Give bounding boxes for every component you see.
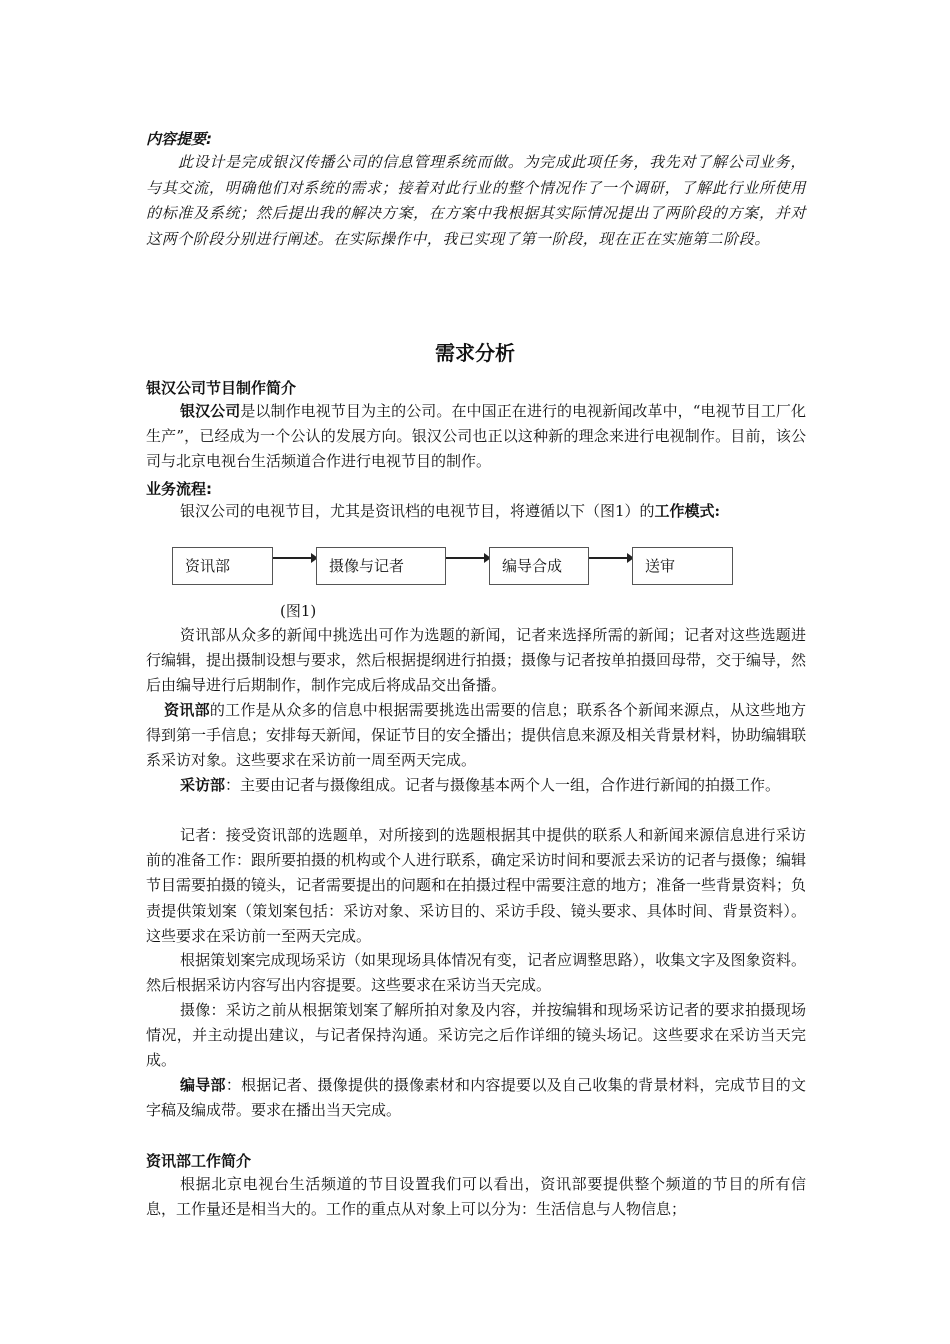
flow-step-info-dept: 资讯部 [172, 547, 273, 585]
info-dept-intro-paragraph: 根据北京电视台生活频道的节目设置我们可以看出，资讯部要提供整个频道的节目的所有信息，工作量还是相当大的。工作的重点从对象上可以分为：生活信息与人物信息； [146, 1175, 806, 1219]
intro-heading: 银汉公司节目制作简介 [146, 379, 297, 397]
interview-dept-text: ：主要由记者与摄像组成。记者与摄像基本两个人一组，合作进行新闻的拍摄工作。 [225, 776, 781, 794]
interview-dept-label: 采访部 [180, 776, 226, 794]
reporter-paragraph: 记者：接受资讯部的选题单，对所接到的选题根据其中提供的联系人和新闻来源信息进行采访前的准备工作：跟所要拍摄的机构或个人进行联系，确定采访时间和要派去采访的记者与摄像；编辑节目需要拍摄的镜头，记者需要提出的问题和在拍摄过程中需要注意的地方；准备一些背景资料；负责提供策划案（策划案包括：采访对象、采访目的、采访手段、镜头要求、具体时间、背景资料）。这些要求在采访前一至两天完成。 [146, 826, 807, 945]
flow-step-review: 送审 [632, 547, 733, 585]
intro-paragraph [146, 399, 806, 475]
info-dept-text: 的工作是从众多的信息中根据需要挑选出需要的信息；联系各个新闻来源点，从这些地方得到第一手信息；安排每天新闻，保证节目的安全播出；提供信息来源及相关背景材料，协助编辑联系采访对象。这些要求在采访前一周至两天完成。 [146, 701, 807, 770]
info-dept-paragraph [146, 698, 806, 774]
editor-dept-paragraph [146, 1073, 806, 1123]
info-dept-heading: 资讯部工作简介 [146, 1152, 252, 1170]
workflow-lead-text: 银汉公司的电视节目，尤其是资讯档的电视节目，将遵循以下（图1）的 [180, 502, 655, 520]
intro-text: 是以制作电视节目为主的公司。在中国正在进行的电视新闻改革中，“电视节目工厂化生产”，已经成为一个公认的发展方向。银汉公司也正以这种新的理念来进行电视制作。目前，该公司与北京电视台生活频道合作进行电视节目的制作。 [146, 402, 806, 471]
section-title: 需求分析 [435, 341, 515, 365]
plan-paragraph: 根据策划案完成现场采访（如果现场具体情况有变，记者应调整思路），收集文字及图象资料。然后根据采访内容写出内容提要。这些要求在采访当天完成。 [146, 951, 806, 995]
info-dept-label: 资讯部 [164, 701, 210, 719]
editor-dept-text: ：根据记者、摄像提供的摄像素材和内容提要以及自己收集的背景材料，完成节目的文字稿及编成带。要求在播出当天完成。 [146, 1076, 806, 1120]
camera-paragraph: 摄像：采访之前从根据策划案了解所拍对象及内容，并按编辑和现场采访记者的要求拍摄现场情况，并主动提出建议，与记者保持沟通。采访完之后作详细的镜头场记。这些要求在采访当天完成。 [146, 1001, 806, 1070]
flow-arrow-icon [446, 557, 489, 559]
workflow-lead [146, 499, 806, 524]
abstract-body: 此设计是完成银汉传播公司的信息管理系统而做。为完成此项任务，我先对了解公司业务，与其交流，明确他们对系统的需求；接着对此行业的整个情况作了一个调研，了解此行业所使用的标准及系统；然后提出我的解决方案，在方案中我根据其实际情况提出了两阶段的方案，并对这两个阶段分别进行阐述。在实际操作中，我已实现了第一阶段，现在正在实施第二阶段。 [146, 153, 806, 248]
overview-paragraph: 资讯部从众多的新闻中挑选出可作为选题的新闻，记者来选择所需的新闻；记者对这些选题进行编辑，提出摄制设想与要求，然后根据提纲进行拍摄；摄像与记者按单拍摄回母带，交于编导，然后由编导进行后期制作，制作完成后将成品交出备播。 [146, 626, 807, 695]
flow-step-editing: 编导合成 [489, 547, 589, 585]
interview-dept-paragraph [146, 773, 806, 798]
workflow-lead-bold: 工作模式: [654, 502, 721, 520]
editor-dept-label: 编导部 [180, 1076, 226, 1094]
company-name: 银汉公司 [180, 402, 241, 420]
workflow-heading: 业务流程: [146, 480, 212, 498]
flow-step-camera-reporter: 摄像与记者 [316, 547, 446, 585]
flow-arrow-icon [273, 557, 316, 559]
abstract-title: 内容提要: [146, 130, 212, 148]
figure-caption: (图1) [280, 602, 317, 620]
flow-arrow-icon [589, 557, 632, 559]
